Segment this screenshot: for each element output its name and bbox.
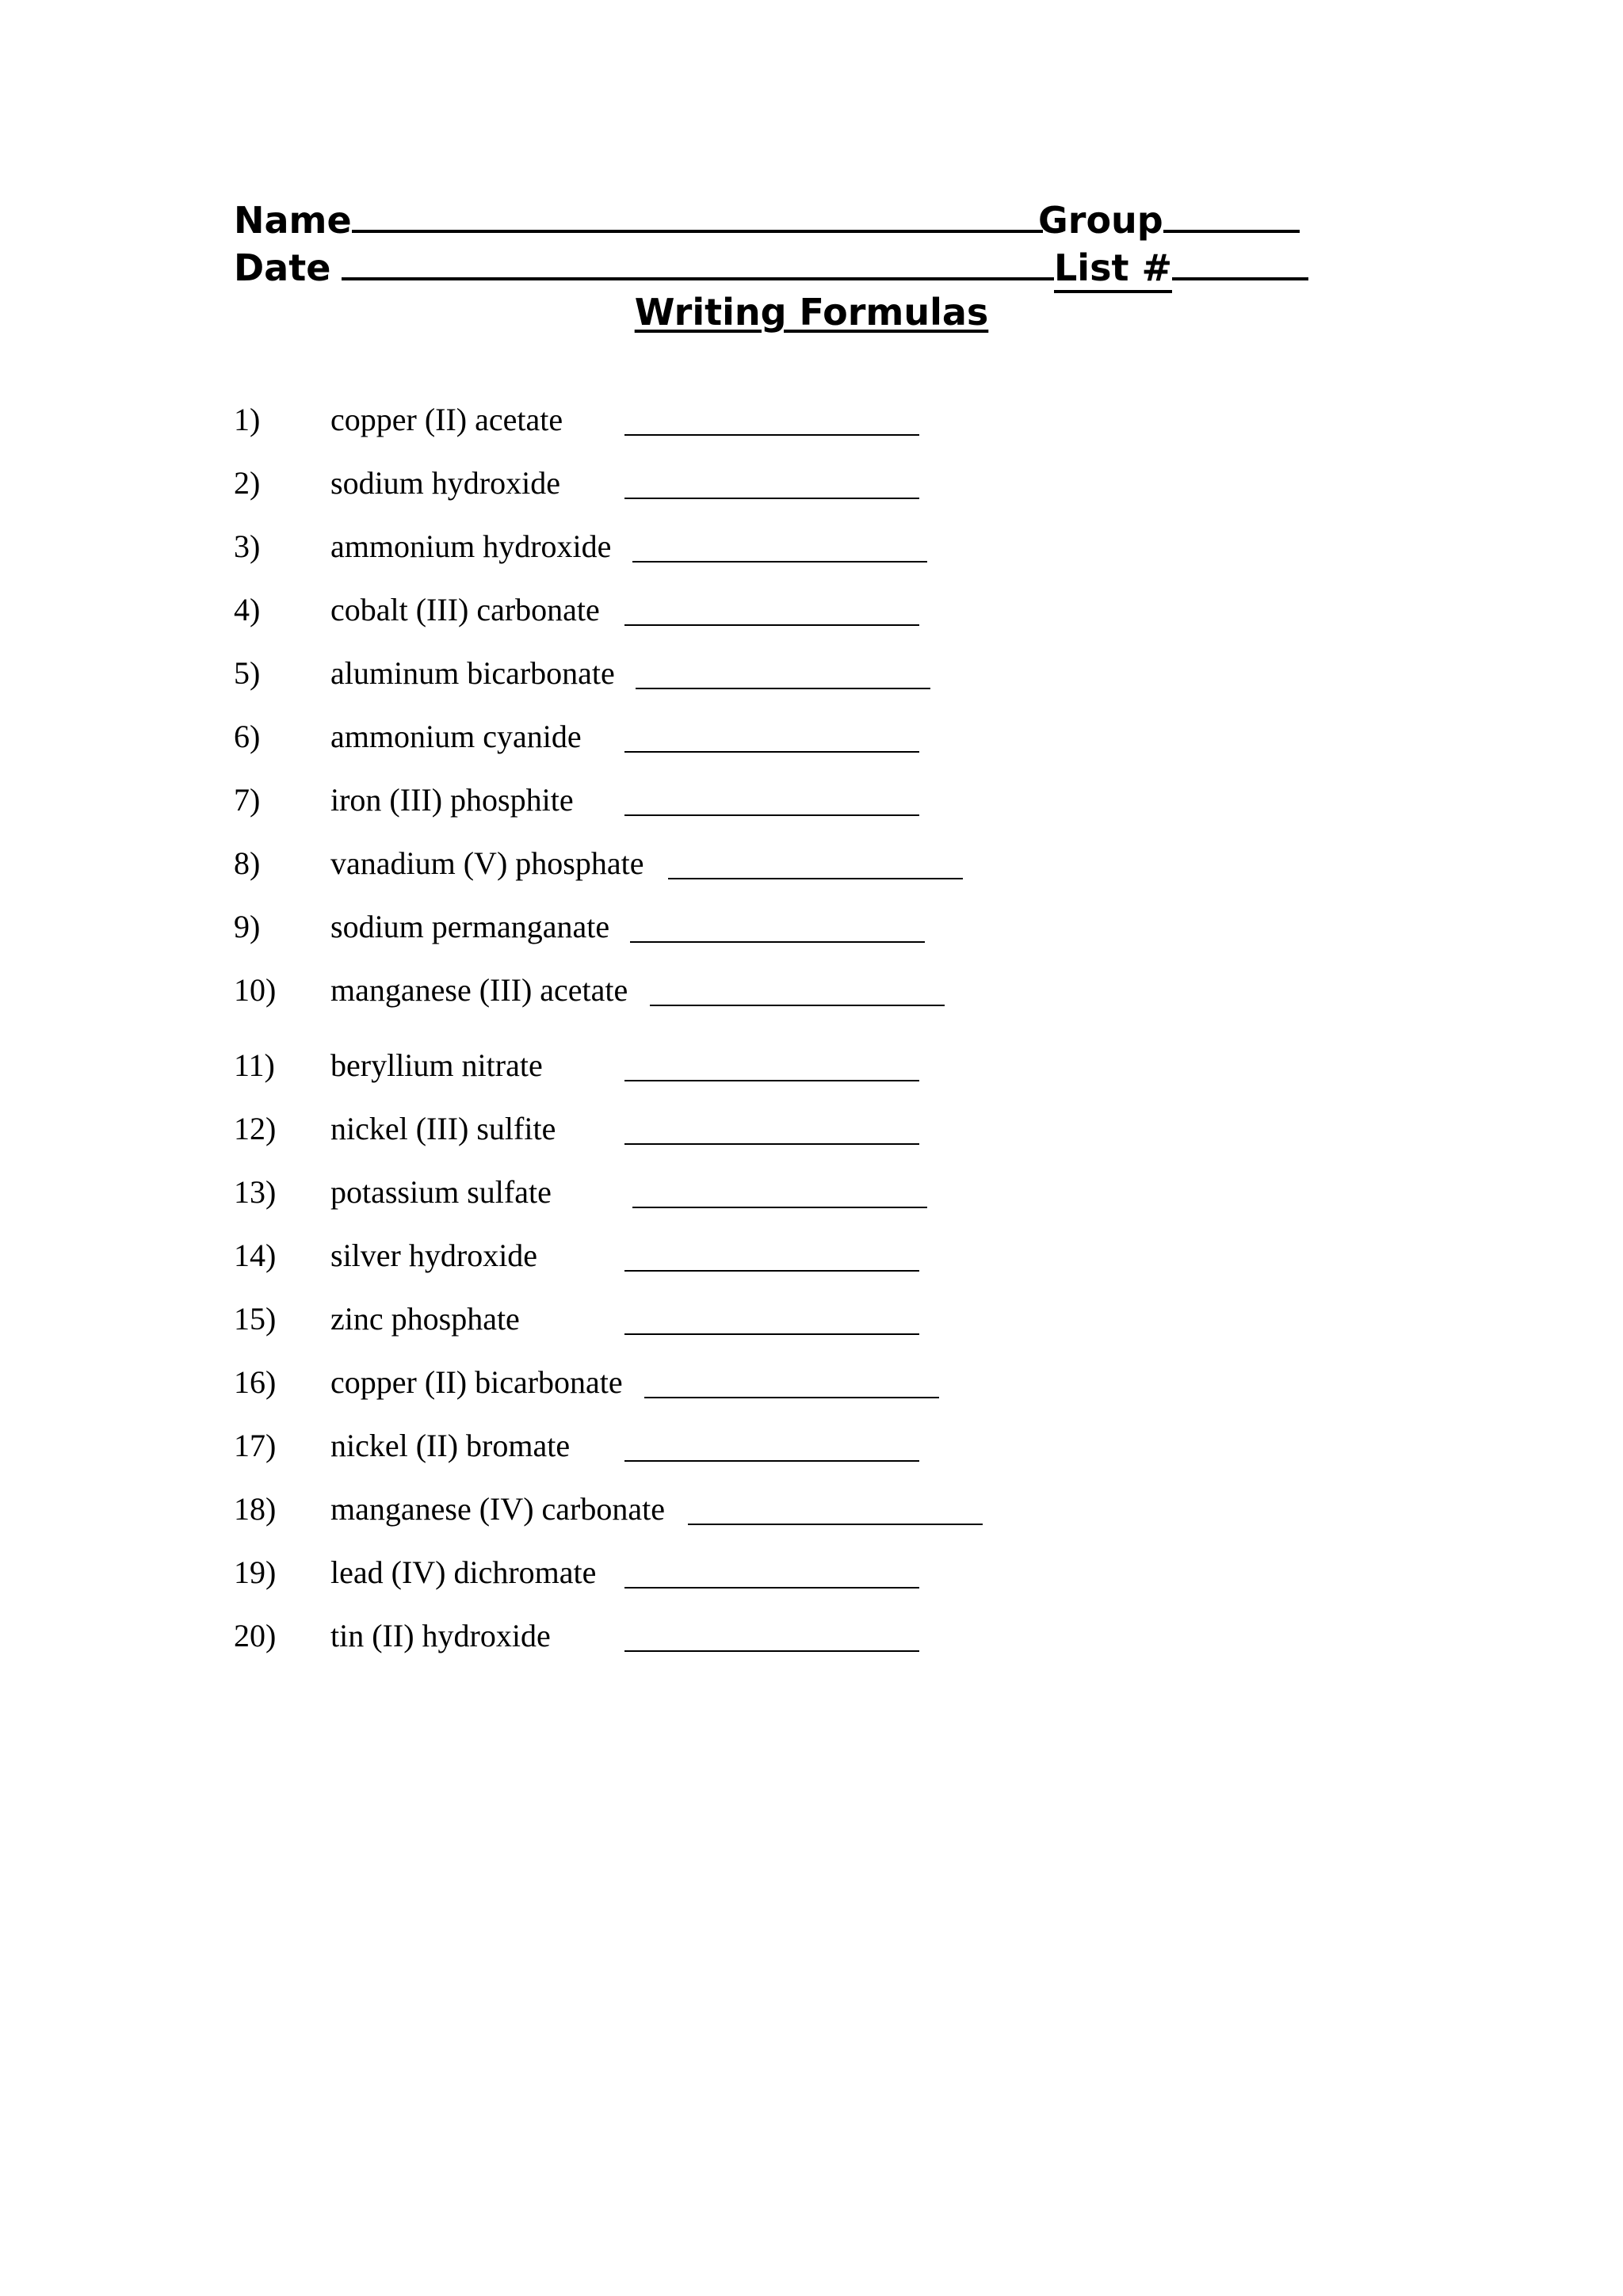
compound-name: copper (II) acetate [330, 402, 563, 437]
question-number: 8) [234, 845, 261, 881]
formula-answer-blank[interactable] [630, 941, 925, 943]
question-number: 14) [234, 1238, 277, 1273]
question-number: 19) [234, 1554, 277, 1590]
worksheet-title: Writing Formulas [634, 291, 989, 334]
question-number: 5) [234, 655, 261, 691]
question-number: 3) [234, 528, 261, 564]
formula-answer-blank[interactable] [636, 688, 930, 689]
question-number: 7) [234, 782, 261, 818]
group-field[interactable] [1163, 195, 1300, 233]
compound-name: nickel (II) bromate [330, 1428, 571, 1463]
formula-answer-blank[interactable] [650, 1005, 945, 1006]
formula-answer-blank[interactable] [624, 1460, 919, 1462]
group-label: Group [1038, 199, 1163, 242]
compound-name: lead (IV) dichromate [330, 1554, 597, 1590]
question-number: 11) [234, 1047, 275, 1083]
formula-answer-blank[interactable] [624, 434, 919, 436]
date-label: Date [234, 246, 331, 289]
formula-answer-blank[interactable] [624, 1587, 919, 1589]
list-field[interactable] [1172, 242, 1308, 280]
group-row [1038, 195, 1300, 242]
formula-answer-blank[interactable] [668, 878, 963, 879]
compound-name: beryllium nitrate [330, 1047, 543, 1083]
compound-name: copper (II) bicarbonate [330, 1364, 623, 1400]
list-row [959, 242, 1308, 293]
formula-answer-blank[interactable] [624, 624, 919, 626]
question-item [234, 1042, 1106, 1089]
worksheet-title-row [0, 290, 1623, 334]
compound-name: zinc phosphate [330, 1301, 520, 1337]
question-number: 16) [234, 1364, 277, 1400]
compound-name: iron (III) phosphite [330, 782, 574, 818]
question-item [234, 967, 1106, 1014]
formula-answer-blank[interactable] [624, 1270, 919, 1272]
compound-name: cobalt (III) carbonate [330, 592, 600, 627]
formula-answer-blank[interactable] [632, 1207, 927, 1208]
question-number: 13) [234, 1174, 277, 1210]
name-label: Name [234, 199, 352, 242]
compound-name: ammonium hydroxide [330, 528, 612, 564]
formula-answer-blank[interactable] [624, 1333, 919, 1335]
compound-name: nickel (III) sulfite [330, 1111, 556, 1146]
name-field[interactable] [352, 195, 1043, 233]
formula-answer-blank[interactable] [624, 498, 919, 499]
question-item [234, 713, 1106, 761]
question-number: 9) [234, 909, 261, 944]
list-lead-line [959, 242, 1054, 280]
formula-answer-blank[interactable] [644, 1397, 939, 1398]
compound-name: manganese (IV) carbonate [330, 1491, 665, 1527]
compound-name: manganese (III) acetate [330, 972, 628, 1008]
question-item [234, 903, 1106, 951]
question-item [234, 1612, 1106, 1660]
question-number: 17) [234, 1428, 277, 1463]
question-number: 10) [234, 972, 277, 1008]
question-item [234, 1232, 1106, 1280]
question-number: 1) [234, 402, 261, 437]
formula-answer-blank[interactable] [624, 751, 919, 753]
question-item [234, 586, 1106, 634]
question-number: 4) [234, 592, 261, 627]
compound-name: silver hydroxide [330, 1238, 538, 1273]
formula-answer-blank[interactable] [624, 1080, 919, 1081]
question-item [234, 523, 1106, 570]
compound-name: sodium permanganate [330, 909, 610, 944]
question-item [234, 1105, 1106, 1153]
question-item [234, 1359, 1106, 1406]
question-item [234, 1422, 1106, 1470]
compound-name: aluminum bicarbonate [330, 655, 615, 691]
formula-answer-blank[interactable] [624, 814, 919, 816]
compound-name: vanadium (V) phosphate [330, 845, 644, 881]
question-number: 20) [234, 1618, 277, 1653]
question-number: 18) [234, 1491, 277, 1527]
question-item [234, 776, 1106, 824]
formula-answer-blank[interactable] [688, 1524, 983, 1525]
question-item [234, 1549, 1106, 1596]
question-item [234, 1295, 1106, 1343]
question-item [234, 396, 1106, 444]
formula-answer-blank[interactable] [624, 1650, 919, 1652]
question-number: 15) [234, 1301, 277, 1337]
compound-name: potassium sulfate [330, 1174, 552, 1210]
compound-name: ammonium cyanide [330, 719, 582, 754]
date-row [234, 242, 1048, 290]
name-row [234, 195, 1043, 242]
question-number: 12) [234, 1111, 277, 1146]
list-label: List # [1054, 246, 1172, 293]
date-field[interactable] [342, 242, 1048, 280]
question-item [234, 460, 1106, 507]
question-number: 6) [234, 719, 261, 754]
question-item [234, 650, 1106, 697]
compound-name: sodium hydroxide [330, 465, 560, 501]
formula-answer-blank[interactable] [624, 1143, 919, 1145]
compound-name: tin (II) hydroxide [330, 1618, 551, 1653]
question-item [234, 1169, 1106, 1216]
question-item [234, 1486, 1106, 1533]
formula-answer-blank[interactable] [632, 561, 927, 563]
question-item [234, 840, 1106, 887]
question-number: 2) [234, 465, 261, 501]
